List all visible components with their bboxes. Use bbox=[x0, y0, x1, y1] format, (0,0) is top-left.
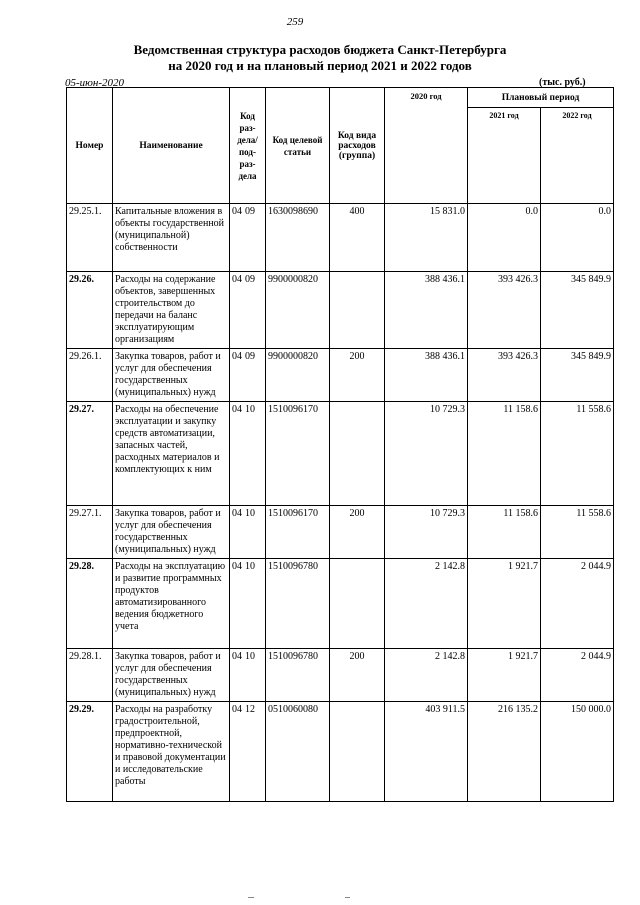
subsection-code: 10 bbox=[245, 508, 255, 519]
section-code: 04 bbox=[232, 206, 242, 217]
section-code: 04 bbox=[232, 274, 242, 285]
table-row bbox=[67, 349, 614, 402]
row-expense-type bbox=[330, 402, 385, 506]
header-number: Номер bbox=[67, 88, 113, 204]
row-name: Расходы на разработку градостроительной, предпроектной, нормативно-технической и правовой документации и исследовательские работы bbox=[113, 702, 230, 802]
row-name: Капитальные вложения в объекты государственной (муниципальной) собственности bbox=[113, 204, 230, 272]
row-expense-type: 200 bbox=[330, 649, 385, 702]
table-row bbox=[67, 559, 614, 649]
row-2022: 345 849.9 bbox=[541, 349, 614, 402]
subsection-code: 09 bbox=[245, 351, 255, 362]
table-row bbox=[67, 204, 614, 272]
header-2020: 2020 год bbox=[385, 88, 468, 204]
row-2021: 11 158.6 bbox=[468, 506, 541, 559]
row-name: Расходы на содержание объектов, завершенных строительством до передачи на баланс эксплуатирующим организациям bbox=[113, 272, 230, 349]
row-target-code: 1510096170 bbox=[266, 506, 330, 559]
row-expense-type: 400 bbox=[330, 204, 385, 272]
row-2021: 393 426.3 bbox=[468, 272, 541, 349]
header-section: Код раз-дела/ под-раз-дела bbox=[230, 88, 266, 204]
table-row bbox=[67, 506, 614, 559]
section-code: 04 bbox=[232, 351, 242, 362]
row-section-code bbox=[230, 702, 266, 802]
row-2020: 388 436.1 bbox=[385, 272, 468, 349]
row-section-code bbox=[230, 402, 266, 506]
row-expense-type bbox=[330, 702, 385, 802]
header-2022: 2022 год bbox=[541, 108, 614, 204]
section-code: 04 bbox=[232, 651, 242, 662]
row-number: 29.28.1. bbox=[67, 649, 113, 702]
row-number: 29.26.1. bbox=[67, 349, 113, 402]
row-target-code: 0510060080 bbox=[266, 702, 330, 802]
table-row bbox=[67, 272, 614, 349]
section-code: 04 bbox=[232, 561, 242, 572]
row-2022: 11 558.6 bbox=[541, 402, 614, 506]
subsection-code: 10 bbox=[245, 404, 255, 415]
row-2022: 345 849.9 bbox=[541, 272, 614, 349]
row-2021: 1 921.7 bbox=[468, 559, 541, 649]
row-2020: 2 142.8 bbox=[385, 559, 468, 649]
section-code: 04 bbox=[232, 404, 242, 415]
header-name: Наименование bbox=[113, 88, 230, 204]
row-number: 29.29. bbox=[67, 702, 113, 802]
footer-mark-right bbox=[345, 897, 350, 898]
header-planned-period: Плановый период bbox=[468, 88, 614, 108]
row-2020: 10 729.3 bbox=[385, 506, 468, 559]
row-2022: 2 044.9 bbox=[541, 559, 614, 649]
row-expense-type bbox=[330, 559, 385, 649]
row-name: Расходы на эксплуатацию и развитие программных продуктов автоматизированного ведения бюджетного учета bbox=[113, 559, 230, 649]
row-section-code bbox=[230, 272, 266, 349]
page-number: 259 bbox=[286, 16, 304, 28]
row-2020: 403 911.5 bbox=[385, 702, 468, 802]
row-number: 29.27.1. bbox=[67, 506, 113, 559]
document-date: 05-июн-2020 bbox=[65, 77, 125, 89]
row-2020: 388 436.1 bbox=[385, 349, 468, 402]
table-row bbox=[67, 649, 614, 702]
title-line-2: на 2020 год и на плановый период 2021 и 2022 годов bbox=[168, 58, 472, 73]
row-target-code: 1510096170 bbox=[266, 402, 330, 506]
row-2020: 15 831.0 bbox=[385, 204, 468, 272]
row-2022: 0.0 bbox=[541, 204, 614, 272]
subsection-code: 09 bbox=[245, 206, 255, 217]
row-2021: 1 921.7 bbox=[468, 649, 541, 702]
title-line-1: Ведомственная структура расходов бюджета Санкт-Петербурга bbox=[133, 42, 507, 57]
row-section-code bbox=[230, 559, 266, 649]
header-target: Код целевой статьи bbox=[266, 88, 330, 204]
row-number: 29.26. bbox=[67, 272, 113, 349]
row-name: Расходы на обеспечение эксплуатации и закупку средств автоматизации, запасных частей, расходных материалов и комплектующих к ним bbox=[113, 402, 230, 506]
row-number: 29.28. bbox=[67, 559, 113, 649]
row-2022: 2 044.9 bbox=[541, 649, 614, 702]
row-section-code bbox=[230, 204, 266, 272]
section-code: 04 bbox=[232, 704, 242, 715]
table-row bbox=[67, 402, 614, 506]
row-name: Закупка товаров, работ и услуг для обеспечения государственных (муниципальных) нужд bbox=[113, 349, 230, 402]
header-2021: 2021 год bbox=[468, 108, 541, 204]
section-code: 04 bbox=[232, 508, 242, 519]
row-section-code bbox=[230, 349, 266, 402]
row-expense-type bbox=[330, 272, 385, 349]
row-2022: 150 000.0 bbox=[541, 702, 614, 802]
row-section-code bbox=[230, 506, 266, 559]
row-target-code: 9900000820 bbox=[266, 272, 330, 349]
subsection-code: 10 bbox=[245, 561, 255, 572]
table-row bbox=[67, 702, 614, 802]
row-name: Закупка товаров, работ и услуг для обеспечения государственных (муниципальных) нужд bbox=[113, 506, 230, 559]
row-name: Закупка товаров, работ и услуг для обеспечения государственных (муниципальных) нужд bbox=[113, 649, 230, 702]
row-target-code: 1510096780 bbox=[266, 559, 330, 649]
subsection-code: 09 bbox=[245, 274, 255, 285]
row-2021: 393 426.3 bbox=[468, 349, 541, 402]
row-target-code: 1510096780 bbox=[266, 649, 330, 702]
row-2021: 216 135.2 bbox=[468, 702, 541, 802]
row-target-code: 9900000820 bbox=[266, 349, 330, 402]
row-2021: 11 158.6 bbox=[468, 402, 541, 506]
row-2022: 11 558.6 bbox=[541, 506, 614, 559]
footer-mark-left bbox=[248, 897, 254, 898]
row-number: 29.27. bbox=[67, 402, 113, 506]
budget-table bbox=[66, 87, 614, 802]
row-2020: 10 729.3 bbox=[385, 402, 468, 506]
row-target-code: 1630098690 bbox=[266, 204, 330, 272]
row-2020: 2 142.8 bbox=[385, 649, 468, 702]
subsection-code: 10 bbox=[245, 651, 255, 662]
row-expense-type: 200 bbox=[330, 349, 385, 402]
document-title bbox=[40, 42, 600, 74]
row-2021: 0.0 bbox=[468, 204, 541, 272]
row-number: 29.25.1. bbox=[67, 204, 113, 272]
header-expense-type: Код вида расходов (группа) bbox=[330, 88, 385, 204]
units-label: (тыс. руб.) bbox=[539, 77, 586, 88]
subsection-code: 12 bbox=[245, 704, 255, 715]
row-section-code bbox=[230, 649, 266, 702]
row-expense-type: 200 bbox=[330, 506, 385, 559]
